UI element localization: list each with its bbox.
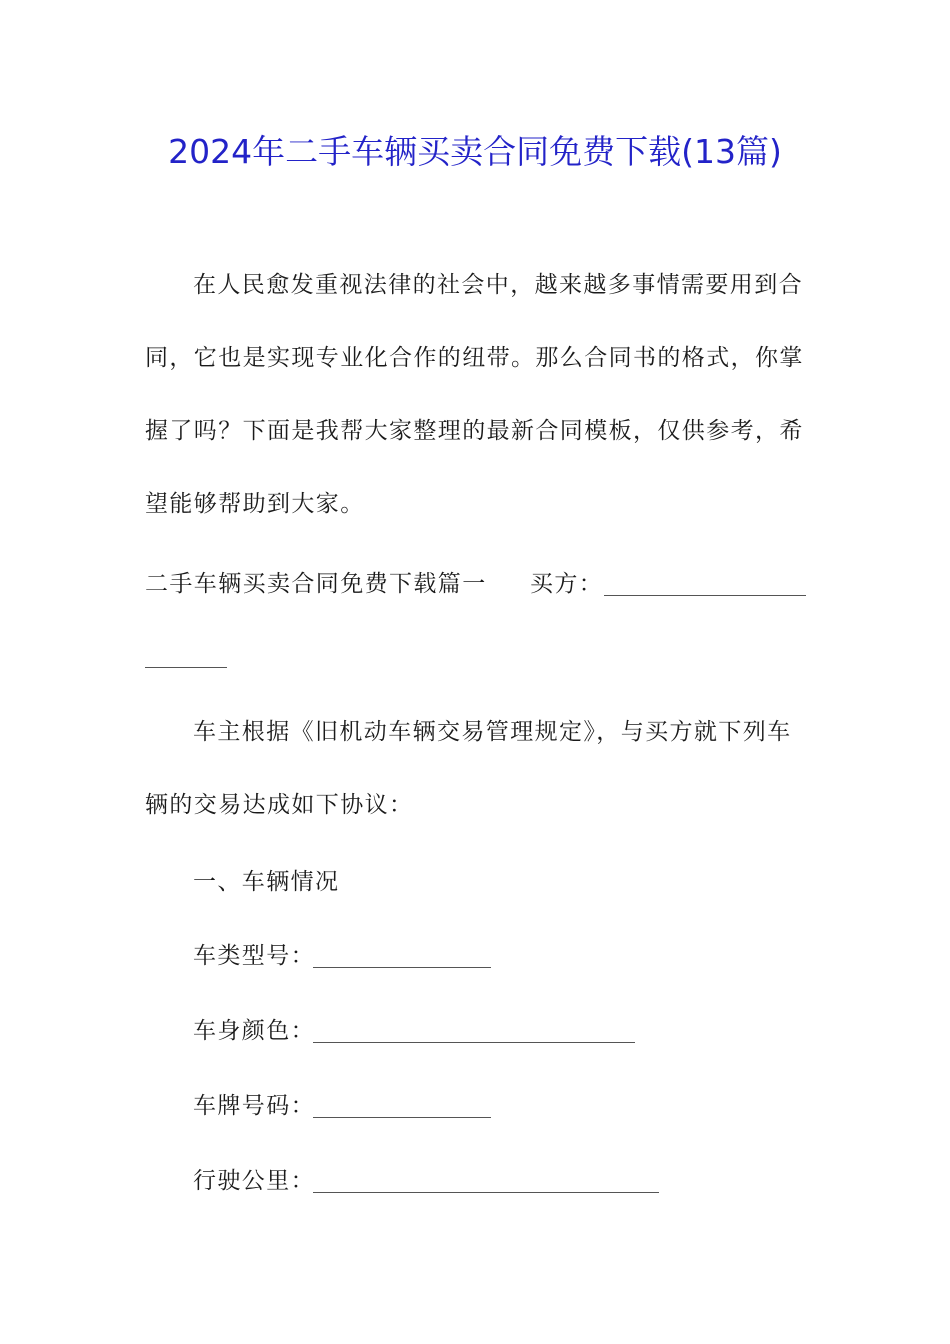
field-label-plate-number: 车牌号码： xyxy=(193,1093,315,1119)
field-label-vehicle-model: 车类型号： xyxy=(193,943,315,969)
intro-paragraph: 在人民愈发重视法律的社会中，越来越多事情需要用到合同，它也是实现专业化合作的纽带。那么合同书的格式，你掌握了吗？下面是我帮大家整理的最新合同模板，仅供参考，希望能够帮助到大家。 xyxy=(145,272,804,517)
buyer-blank-line-continued xyxy=(145,667,227,668)
buyer-blank-line xyxy=(604,595,806,596)
document-title: 2024年二手车辆买卖合同免费下载(13篇) xyxy=(168,132,782,171)
part-one-heading: 一、车辆情况 xyxy=(193,869,340,895)
field-blank-vehicle-model xyxy=(313,967,491,968)
field-blank-body-color xyxy=(313,1042,635,1043)
field-label-body-color: 车身颜色： xyxy=(193,1018,315,1044)
field-blank-mileage xyxy=(313,1192,659,1193)
agreement-intro-paragraph: 车主根据《旧机动车辆交易管理规定》，与买方就下列车辆的交易达成如下协议： xyxy=(145,719,792,818)
buyer-label: 买方： xyxy=(530,571,604,597)
field-blank-plate-number xyxy=(313,1117,491,1118)
section-heading: 二手车辆买卖合同免费下载篇一 xyxy=(145,571,487,597)
field-label-mileage: 行驶公里： xyxy=(193,1168,315,1194)
